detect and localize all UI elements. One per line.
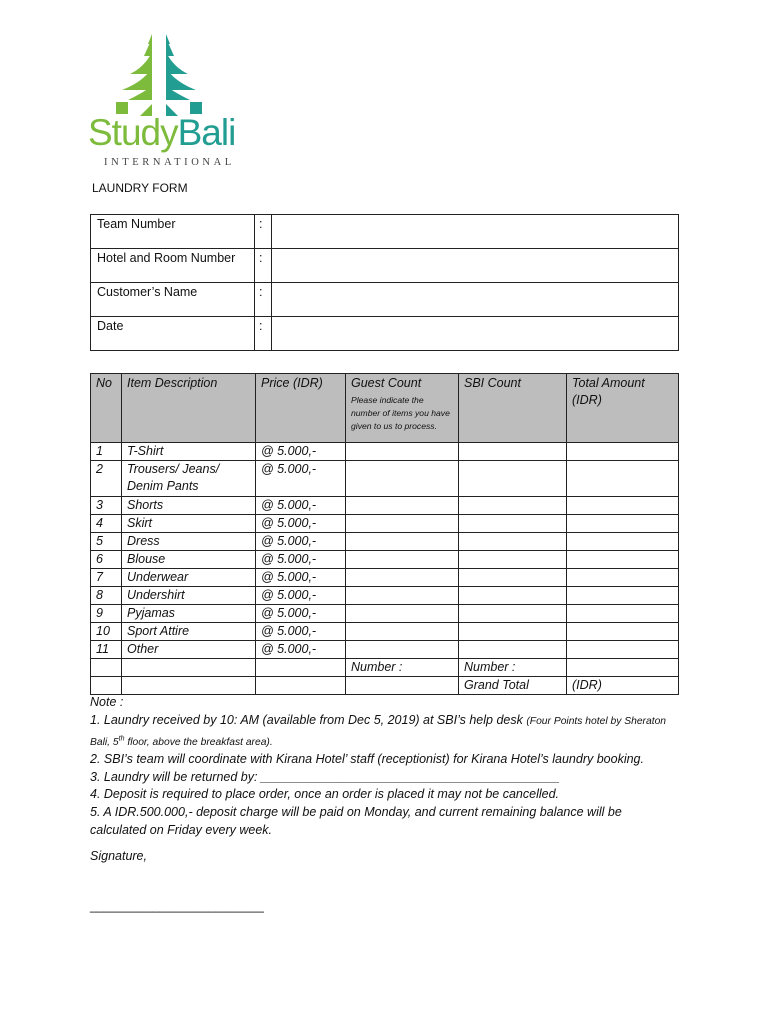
note-1 xyxy=(90,712,680,752)
total-amount-cell[interactable] xyxy=(567,587,679,605)
total-amount-cell[interactable] xyxy=(567,569,679,587)
item-description: Underwear xyxy=(122,569,256,587)
info-label: Date xyxy=(91,317,255,351)
sbi-count-cell[interactable] xyxy=(459,497,567,515)
guest-count-cell[interactable] xyxy=(346,605,459,623)
item-no: 5 xyxy=(91,533,122,551)
item-row xyxy=(91,587,679,605)
logo-word-bali: Bali xyxy=(177,112,236,153)
notes-heading: Note : xyxy=(90,695,124,709)
summary-cell xyxy=(122,659,256,677)
total-amount-cell[interactable] xyxy=(567,497,679,515)
form-title: LAUNDRY FORM xyxy=(92,181,188,195)
item-row xyxy=(91,497,679,515)
info-colon: : xyxy=(255,317,272,351)
item-description: Trousers/ Jeans/ Denim Pants xyxy=(122,461,256,497)
signature-line[interactable]: _________________________ xyxy=(90,899,264,913)
guest-count-cell[interactable] xyxy=(346,569,459,587)
item-description: T-Shirt xyxy=(122,443,256,461)
summary-cell xyxy=(256,677,346,695)
grand-total-value[interactable]: (IDR) xyxy=(567,677,679,695)
guest-count-hint: Please indicate the number of items you have given to us to process. xyxy=(351,395,450,431)
guest-count-cell[interactable] xyxy=(346,515,459,533)
sbi-count-cell[interactable] xyxy=(459,641,567,659)
item-row xyxy=(91,641,679,659)
guest-count-cell[interactable] xyxy=(346,551,459,569)
note-1-location-b: floor, above the breakfast area). xyxy=(124,736,273,748)
item-no: 10 xyxy=(91,623,122,641)
total-amount-cell[interactable] xyxy=(567,515,679,533)
item-description: Blouse xyxy=(122,551,256,569)
info-row-hotel-room xyxy=(91,249,679,283)
guest-count-cell[interactable] xyxy=(346,497,459,515)
total-amount-cell[interactable] xyxy=(567,443,679,461)
item-price: @ 5.000,- xyxy=(256,623,346,641)
item-description: Shorts xyxy=(122,497,256,515)
item-price: @ 5.000,- xyxy=(256,461,346,497)
logo-word-study: Study xyxy=(88,112,178,153)
note-1-main: 1. Laundry received by 10: AM (available from Dec 5, 2019) at SBI’s help desk xyxy=(90,712,523,727)
item-no: 11 xyxy=(91,641,122,659)
item-description: Skirt xyxy=(122,515,256,533)
item-row xyxy=(91,605,679,623)
sbi-count-cell[interactable] xyxy=(459,605,567,623)
header-sbi-count: SBI Count xyxy=(459,374,567,443)
total-amount-cell[interactable] xyxy=(567,533,679,551)
item-price: @ 5.000,- xyxy=(256,551,346,569)
note-1-location-a: (Four Points hotel by Sheraton Bali, 5 xyxy=(90,715,667,748)
info-label: Customer’s Name xyxy=(91,283,255,317)
sbi-number-label: Number : xyxy=(459,659,567,677)
notes-section xyxy=(90,694,680,839)
header-guest-count-label: Guest Count xyxy=(351,376,422,390)
item-row xyxy=(91,443,679,461)
note-1-sup: th xyxy=(118,735,125,743)
note-5: 5. A IDR.500.000,- deposit charge will be paid on Monday, and current remaining balance will be calculated on Friday every week. xyxy=(90,804,622,837)
item-price: @ 5.000,- xyxy=(256,533,346,551)
item-description: Pyjamas xyxy=(122,605,256,623)
header-guest-count xyxy=(346,374,459,443)
item-description: Sport Attire xyxy=(122,623,256,641)
hotel-room-field[interactable] xyxy=(272,249,679,283)
sbi-count-cell[interactable] xyxy=(459,443,567,461)
item-row xyxy=(91,569,679,587)
item-description: Other xyxy=(122,641,256,659)
info-colon: : xyxy=(255,283,272,317)
summary-cell xyxy=(91,677,122,695)
grand-total-label: Grand Total xyxy=(459,677,567,695)
item-no: 4 xyxy=(91,515,122,533)
sbi-count-cell[interactable] xyxy=(459,533,567,551)
total-amount-cell[interactable] xyxy=(567,461,679,497)
logo-wordmark xyxy=(88,114,235,151)
sbi-count-cell[interactable] xyxy=(459,551,567,569)
item-no: 8 xyxy=(91,587,122,605)
item-price: @ 5.000,- xyxy=(256,641,346,659)
guest-count-cell[interactable] xyxy=(346,461,459,497)
guest-count-cell[interactable] xyxy=(346,641,459,659)
item-row xyxy=(91,551,679,569)
item-no: 6 xyxy=(91,551,122,569)
summary-cell xyxy=(256,659,346,677)
header-total-amount: Total Amount (IDR) xyxy=(567,374,679,443)
item-no: 9 xyxy=(91,605,122,623)
total-number-cell[interactable] xyxy=(567,659,679,677)
note-4: 4. Deposit is required to place order, once an order is placed it may not be cancelled. xyxy=(90,787,560,802)
header-price: Price (IDR) xyxy=(256,374,346,443)
note-3: 3. Laundry will be returned by: ___________________________________________ xyxy=(90,769,560,784)
item-row xyxy=(91,623,679,641)
info-row-team-number xyxy=(91,215,679,249)
guest-number-label: Number : xyxy=(346,659,459,677)
summary-row-grand-total xyxy=(91,677,679,695)
summary-row-number xyxy=(91,659,679,677)
note-2: 2. SBI’s team will coordinate with Kirana Hotel’ staff (receptionist) for Kirana Hotel’s laundry booking. xyxy=(90,752,644,767)
sbi-count-cell[interactable] xyxy=(459,623,567,641)
item-description: Undershirt xyxy=(122,587,256,605)
info-colon: : xyxy=(255,215,272,249)
customer-info-table xyxy=(90,214,679,351)
item-row xyxy=(91,515,679,533)
sbi-count-cell[interactable] xyxy=(459,569,567,587)
guest-count-cell[interactable] xyxy=(346,443,459,461)
sbi-count-cell[interactable] xyxy=(459,587,567,605)
item-price: @ 5.000,- xyxy=(256,605,346,623)
item-row xyxy=(91,533,679,551)
logo-subtitle: INTERNATIONAL xyxy=(104,157,235,168)
signature-label: Signature, xyxy=(90,849,147,863)
total-amount-cell[interactable] xyxy=(567,623,679,641)
item-price: @ 5.000,- xyxy=(256,515,346,533)
team-number-field[interactable] xyxy=(272,215,679,249)
customer-name-field[interactable] xyxy=(272,283,679,317)
info-colon: : xyxy=(255,249,272,283)
item-description: Dress xyxy=(122,533,256,551)
header-no: No xyxy=(91,374,122,443)
laundry-items-table xyxy=(90,373,679,695)
info-row-customer-name xyxy=(91,283,679,317)
guest-count-cell[interactable] xyxy=(346,587,459,605)
total-amount-cell[interactable] xyxy=(567,605,679,623)
guest-count-cell[interactable] xyxy=(346,623,459,641)
item-no: 3 xyxy=(91,497,122,515)
item-price: @ 5.000,- xyxy=(256,569,346,587)
item-price: @ 5.000,- xyxy=(256,587,346,605)
info-row-date xyxy=(91,317,679,351)
item-no: 1 xyxy=(91,443,122,461)
item-no: 7 xyxy=(91,569,122,587)
item-row xyxy=(91,461,679,497)
date-field[interactable] xyxy=(272,317,679,351)
total-amount-cell[interactable] xyxy=(567,641,679,659)
info-label: Team Number xyxy=(91,215,255,249)
total-amount-cell[interactable] xyxy=(567,551,679,569)
item-price: @ 5.000,- xyxy=(256,497,346,515)
items-header-row xyxy=(91,374,679,443)
sbi-count-cell[interactable] xyxy=(459,515,567,533)
summary-cell xyxy=(346,677,459,695)
info-label: Hotel and Room Number xyxy=(91,249,255,283)
summary-cell xyxy=(122,677,256,695)
guest-count-cell[interactable] xyxy=(346,533,459,551)
sbi-count-cell[interactable] xyxy=(459,461,567,497)
header-description: Item Description xyxy=(122,374,256,443)
item-price: @ 5.000,- xyxy=(256,443,346,461)
summary-cell xyxy=(91,659,122,677)
item-no: 2 xyxy=(91,461,122,497)
